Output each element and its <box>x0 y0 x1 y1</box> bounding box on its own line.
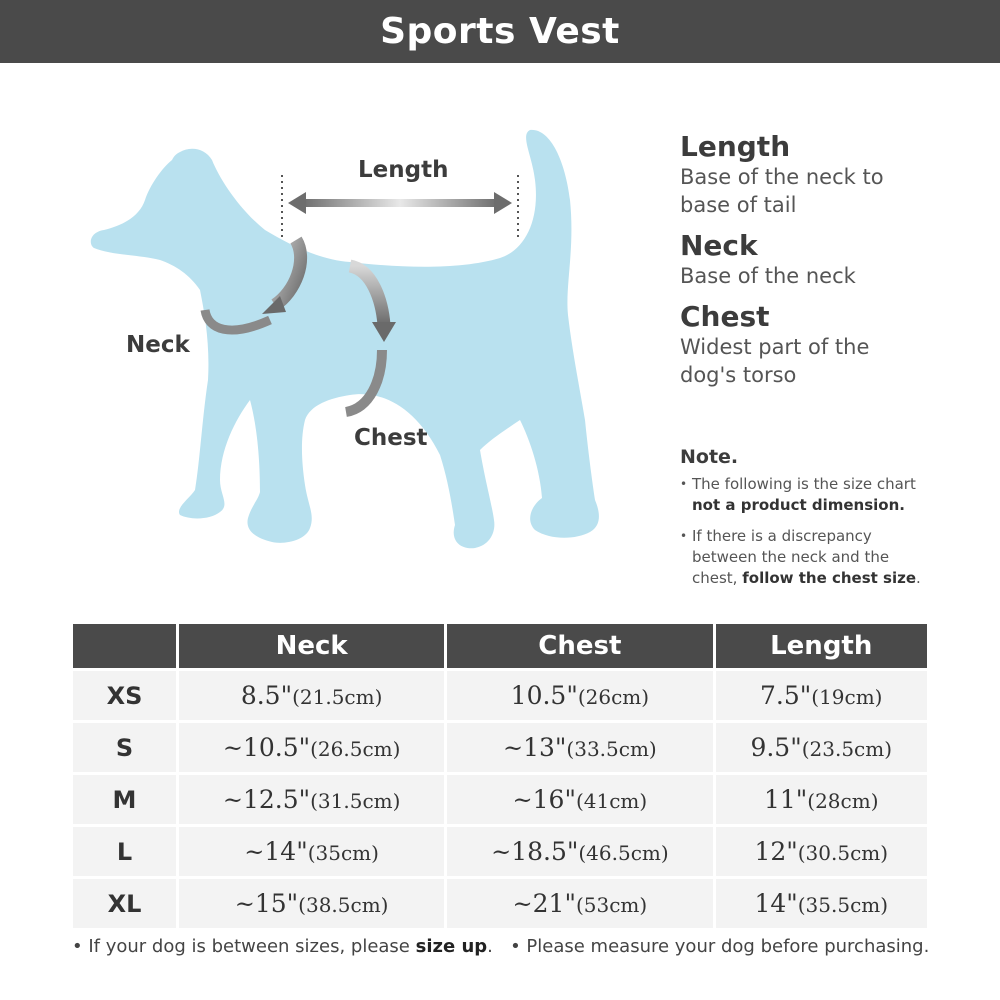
neck-label: Neck <box>126 332 190 358</box>
footer-note <box>72 936 972 957</box>
note-item-1-bold: not a product dimension. <box>692 496 905 514</box>
bullet-icon: • <box>510 936 521 957</box>
neck-cell: 8.5"(21.5cm) <box>179 671 444 720</box>
size-chart-table <box>70 621 930 931</box>
legend-term-neck: Neck <box>680 229 758 262</box>
size-cell: S <box>73 723 176 772</box>
table-row <box>73 723 927 772</box>
chest-cell: ~21"(53cm) <box>447 879 712 928</box>
size-cell: XL <box>73 879 176 928</box>
table-row <box>73 671 927 720</box>
neck-cell: ~10.5"(26.5cm) <box>179 723 444 772</box>
legend-term-length: Length <box>680 130 791 163</box>
length-cell: 7.5"(19cm) <box>716 671 928 720</box>
footer-text-1-end: . <box>487 936 493 957</box>
note-title: Note. <box>680 446 739 468</box>
legend-desc-chest-1: Widest part of the <box>680 335 870 359</box>
neck-cell: ~14"(35cm) <box>179 827 444 876</box>
note-item-2-bold: follow the chest size <box>742 569 917 587</box>
table-header-length: Length <box>716 624 928 668</box>
dog-measurement-diagram <box>80 120 640 560</box>
table-header-corner <box>73 624 176 668</box>
chest-cell: ~18.5"(46.5cm) <box>447 827 712 876</box>
neck-cell: ~12.5"(31.5cm) <box>179 775 444 824</box>
table-header-neck: Neck <box>179 624 444 668</box>
chest-label: Chest <box>354 425 428 451</box>
note-box <box>680 446 980 599</box>
chest-cell: 10.5"(26cm) <box>447 671 712 720</box>
footer-text-1-bold: size up <box>415 936 488 957</box>
legend-desc-neck: Base of the neck <box>680 264 856 288</box>
length-cell: 14"(35.5cm) <box>716 879 928 928</box>
note-item-2-end: . <box>916 569 921 587</box>
length-arrow-icon <box>288 192 512 214</box>
note-item-1 <box>680 474 980 516</box>
note-item-2-line3: chest, <box>692 569 738 587</box>
note-item-2-line1: If there is a discrepancy <box>692 527 872 545</box>
size-cell: XS <box>73 671 176 720</box>
footer-text-1: If your dog is between sizes, please <box>88 936 410 957</box>
page-title: Sports Vest <box>0 0 1000 63</box>
table-row <box>73 775 927 824</box>
legend-term-chest: Chest <box>680 300 770 333</box>
footer-text-2: Please measure your dog before purchasing. <box>526 936 930 957</box>
length-cell: 9.5"(23.5cm) <box>716 723 928 772</box>
note-item-2-line2: between the neck and the <box>692 548 890 566</box>
measurement-legend <box>680 130 980 389</box>
note-item-1-text: The following is the size chart <box>692 475 916 493</box>
length-cell: 11"(28cm) <box>716 775 928 824</box>
chest-cell: ~16"(41cm) <box>447 775 712 824</box>
legend-desc-chest-2: dog's torso <box>680 363 797 387</box>
table-row <box>73 827 927 876</box>
note-item-2 <box>680 526 980 589</box>
legend-desc-length-2: base of tail <box>680 193 797 217</box>
table-header-row <box>73 624 927 668</box>
table-header-chest: Chest <box>447 624 712 668</box>
length-cell: 12"(30.5cm) <box>716 827 928 876</box>
length-label: Length <box>358 157 449 183</box>
size-cell: L <box>73 827 176 876</box>
chest-cell: ~13"(33.5cm) <box>447 723 712 772</box>
bullet-icon: • <box>72 936 83 957</box>
neck-cell: ~15"(38.5cm) <box>179 879 444 928</box>
table-row <box>73 879 927 928</box>
legend-desc-length-1: Base of the neck to <box>680 165 884 189</box>
size-cell: M <box>73 775 176 824</box>
